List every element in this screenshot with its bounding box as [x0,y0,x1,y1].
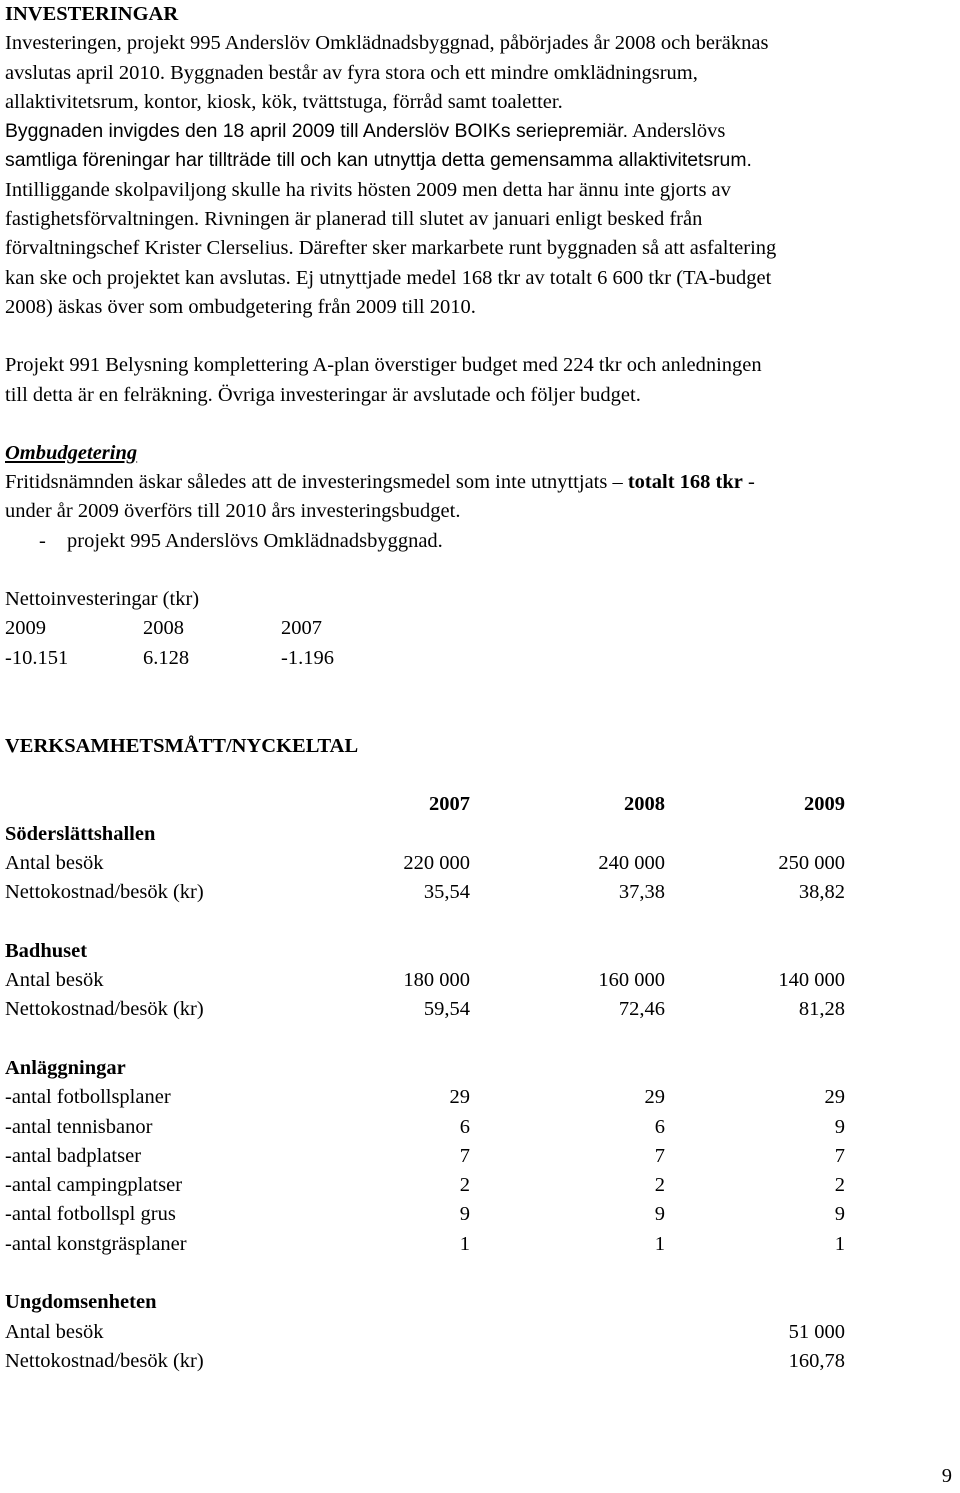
cell-value: 7 [834,1144,845,1167]
netto-value: -1.196 [281,646,334,669]
row-label: -antal campingplatser [5,1174,183,1197]
cell-value: 29 [644,1086,665,1109]
cell-value: 6 [654,1115,665,1138]
para-line: fastighetsförvaltningen. Rivningen är planerad till slutet av januari enligt besked från [5,208,703,231]
year-header: 2007 [429,793,470,816]
row-label: Antal besök [5,851,104,874]
cell-value: 2 [459,1174,470,1197]
cell-value: 59,54 [423,998,470,1021]
row-label: Antal besök [5,969,104,992]
table-row [5,1142,845,1171]
row-label: Nettokostnad/besök (kr) [5,998,204,1021]
para-line: 2008) äskas över som ombudgetering från 2009 till 2010. [5,295,476,318]
year-header: 2008 [624,793,665,816]
row-label: -antal fotbollspl grus [5,1203,176,1226]
cell-value: 6 [459,1115,470,1138]
cell-value: 7 [654,1144,665,1167]
cell-value: 9 [834,1203,845,1226]
serif-text: Anderslövs [628,120,726,143]
para-line: kan ske och projektet kan avslutas. Ej utnyttjade medel 168 tkr av totalt 6 600 tkr (TA-budget [5,266,772,289]
cell-value: 9 [459,1203,470,1226]
netto-value: 6.128 [143,646,190,669]
ombudgetering-line: under år 2009 överförs till 2010 års investeringsbudget. [5,500,461,523]
para-line: förvaltningschef Krister Clerselius. Därefter sker markarbete runt byggnaden så att asfaltering [5,237,777,260]
ombud-text: - [742,471,755,494]
nyckeltal-table [5,790,845,1376]
page-number: 9 [941,1465,952,1487]
row-label: -antal fotbollsplaner [5,1086,171,1109]
para-line: samtliga föreningar har tillträde till och kan utnyttja detta gemensamma allaktivitetsrum. [5,149,752,172]
cell-value: 72,46 [618,998,665,1021]
table-row [5,1200,845,1229]
dash-bullet: - [39,529,46,552]
cell-value [470,1318,665,1347]
section-title: Ungdomsenheten [5,1291,157,1314]
row-label: -antal konstgräsplaner [5,1232,187,1255]
cell-value: 160 000 [598,969,665,992]
row-label: Nettokostnad/besök (kr) [5,1349,204,1372]
section-title: Anläggningar [5,1056,126,1079]
table-row [5,1083,845,1112]
cell-value: 1 [834,1232,845,1255]
table-row [5,849,845,878]
row-label: Antal besök [5,1320,104,1343]
year-header: 2009 [804,793,845,816]
cell-value: 160,78 [788,1349,845,1372]
para-line: Investeringen, projekt 995 Anderslöv Omklädnadsbyggnad, påbörjades år 2008 och beräknas [5,32,769,55]
cell-value: 38,82 [798,881,845,904]
cell-value: 180 000 [403,969,470,992]
netto-year: 2009 [5,617,46,640]
document-page [5,0,957,1376]
list-item-text: projekt 995 Anderslövs Omklädnadsbyggnad. [67,529,443,552]
cell-value: 51 000 [788,1320,845,1343]
para-line [5,117,957,146]
table-row [5,878,845,907]
netto-values-row [5,644,957,673]
cell-value: 9 [654,1203,665,1226]
table-row [5,1171,845,1200]
sans-text: Byggnaden invigdes den 18 april 2009 till Anderslöv BOIKs seriepremiär. [5,120,629,143]
netto-year: 2007 [281,617,322,640]
netto-value: -10.151 [5,646,69,669]
row-label: Nettokostnad/besök (kr) [5,881,204,904]
cell-value [470,1347,665,1376]
nettoinvesteringar-title: Nettoinvesteringar (tkr) [5,588,200,611]
projekt991-line: Projekt 991 Belysning komplettering A-plan överstiger budget med 224 tkr och anledningen [5,354,762,377]
row-label: -antal badplatser [5,1144,142,1167]
cell-value: 1 [654,1232,665,1255]
netto-year: 2008 [143,617,184,640]
table-row [5,1230,845,1259]
cell-value: 29 [824,1086,845,1109]
ombudgetering-list-item [5,527,957,556]
cell-value: 37,38 [618,881,665,904]
cell-value [335,1318,470,1347]
para-line: allaktivitetsrum, kontor, kiosk, kök, tvättstuga, förråd samt toaletter. [5,90,563,113]
table-header-row [5,790,845,819]
cell-value: 220 000 [403,851,470,874]
para-line: avslutas april 2010. Byggnaden består av fyra stora och ett mindre omklädningsrum, [5,61,698,84]
section-row [5,1288,845,1317]
section-title: Söderslättshallen [5,822,156,845]
cell-value: 140 000 [778,969,845,992]
cell-value: 240 000 [598,851,665,874]
cell-value: 9 [834,1115,845,1138]
cell-value: 81,28 [798,998,845,1021]
section-title: Badhuset [5,939,88,962]
ombud-bold-amount: totalt 168 tkr [627,471,743,494]
cell-value: 7 [459,1144,470,1167]
para-line: Intilliggande skolpaviljong skulle ha rivits hösten 2009 men detta har ännu inte gjorts av [5,178,731,201]
investeringar-heading: INVESTERINGAR [5,3,179,25]
table-row [5,1113,845,1142]
ombud-text: Fritidsnämnden äskar således att de investeringsmedel som inte utnyttjats – [5,471,628,494]
projekt991-line: till detta är en felräkning. Övriga investeringar är avslutade och följer budget. [5,383,641,406]
cell-value: 35,54 [423,881,470,904]
cell-value [335,1347,470,1376]
cell-value: 2 [654,1174,665,1197]
netto-years-row [5,614,957,643]
verksamhetsmatt-heading: VERKSAMHETSMÅTT/NYCKELTAL [5,734,359,757]
cell-value: 1 [459,1232,470,1255]
ombudgetering-title: Ombudgetering [5,441,138,464]
table-row [5,1347,845,1376]
table-row [5,966,845,995]
cell-value: 29 [449,1086,470,1109]
section-row [5,820,845,849]
section-row [5,1054,845,1083]
cell-value: 250 000 [778,851,845,874]
row-label: -antal tennisbanor [5,1115,153,1138]
ombudgetering-line [5,468,957,497]
cell-value: 2 [834,1174,845,1197]
table-row [5,995,845,1024]
section-row [5,937,845,966]
table-row [5,1318,845,1347]
